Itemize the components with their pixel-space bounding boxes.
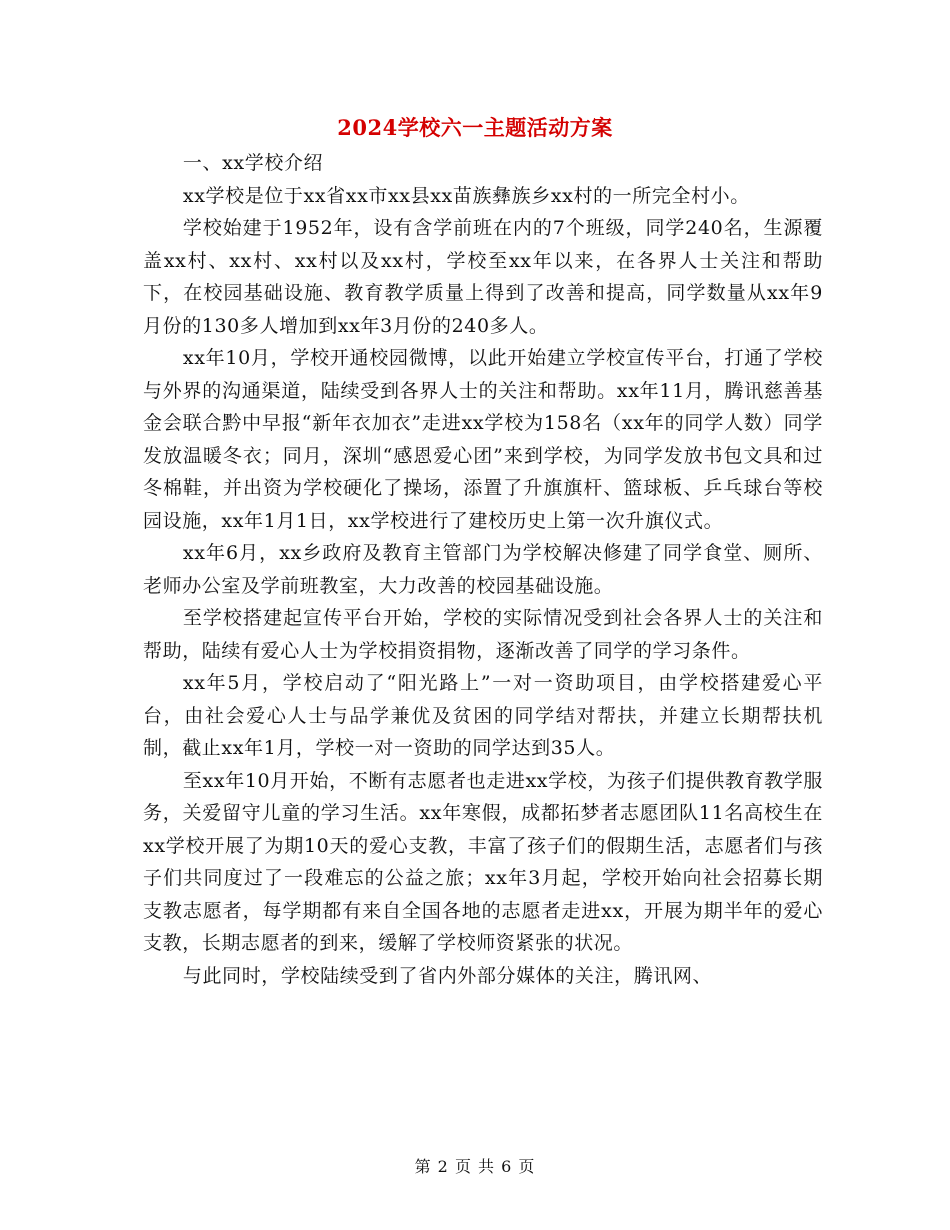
body-paragraph: 至学校搭建起宣传平台开始，学校的实际情况受到社会各界人士的关注和帮助，陆续有爱心人士为学校捐资捐物，逐渐改善了同学的学习条件。 bbox=[143, 607, 823, 662]
body-paragraph: xx学校是位于xx省xx市xx县xx苗族彝族乡xx村的一所完全村小。 bbox=[182, 184, 750, 207]
body-paragraph: 与此同时，学校陆续受到了省内外部分媒体的关注，腾讯网、 bbox=[182, 964, 713, 987]
body-paragraph: xx年5月，学校启动了“阳光路上”一对一资助项目，由学校搭建爱心平台，由社会爱心人士与品学兼优及贫困的同学结对帮扶，并建立长期帮扶机制，截止xx年1月，学校一对一资助的同学达到35人。 bbox=[143, 672, 823, 759]
body-paragraph: 学校始建于1952年，设有含学前班在内的7个班级，同学240名，生源覆盖xx村、xx村、xx村以及xx村，学校至xx年以来，在各界人士关注和帮助下，在校园基础设施、教育教学质量上得到了改善和提高，同学数量从xx年9月份的130多人增加到xx年3月份的240多人。 bbox=[143, 217, 823, 337]
page-number-footer: 第 2 页 共 6 页 bbox=[414, 1157, 536, 1176]
section-heading: 一、xx学校介绍 bbox=[182, 152, 324, 174]
body-paragraph: xx年10月，学校开通校园微博，以此开始建立学校宣传平台，打通了学校与外界的沟通渠道，陆续受到各界人士的关注和帮助。xx年11月，腾讯慈善基金会联合黔中早报“新年衣加衣”走进xx学校为158名（xx年的同学人数）同学发放温暖冬衣；同月，深圳“感恩爱心团”来到学校，为同学发放书包文具和过冬棉鞋，并出资为学校硬化了操场，添置了升旗旗杆、篮球板、乒乓球台等校园设施，xx年1月1日，xx学校进行了建校历史上第一次升旗仪式。 bbox=[143, 347, 823, 532]
document-title: 2024学校六一主题活动方案 bbox=[337, 115, 613, 140]
document-body bbox=[143, 147, 823, 992]
body-paragraph: 至xx年10月开始，不断有志愿者也走进xx学校，为孩子们提供教育教学服务，关爱留守儿童的学习生活。xx年寒假，成都拓梦者志愿团队11名高校生在xx学校开展了为期10天的爱心支教，丰富了孩子们的假期生活，志愿者们与孩子们共同度过了一段难忘的公益之旅；xx年3月起，学校开始向社会招募长期支教志愿者，每学期都有来自全国各地的志愿者走进xx，开展为期半年的爱心支教，长期志愿者的到来，缓解了学校师资紧张的状况。 bbox=[143, 769, 823, 954]
body-paragraph: xx年6月，xx乡政府及教育主管部门为学校解决修建了同学食堂、厕所、老师办公室及学前班教室，大力改善的校园基础设施。 bbox=[143, 542, 823, 597]
